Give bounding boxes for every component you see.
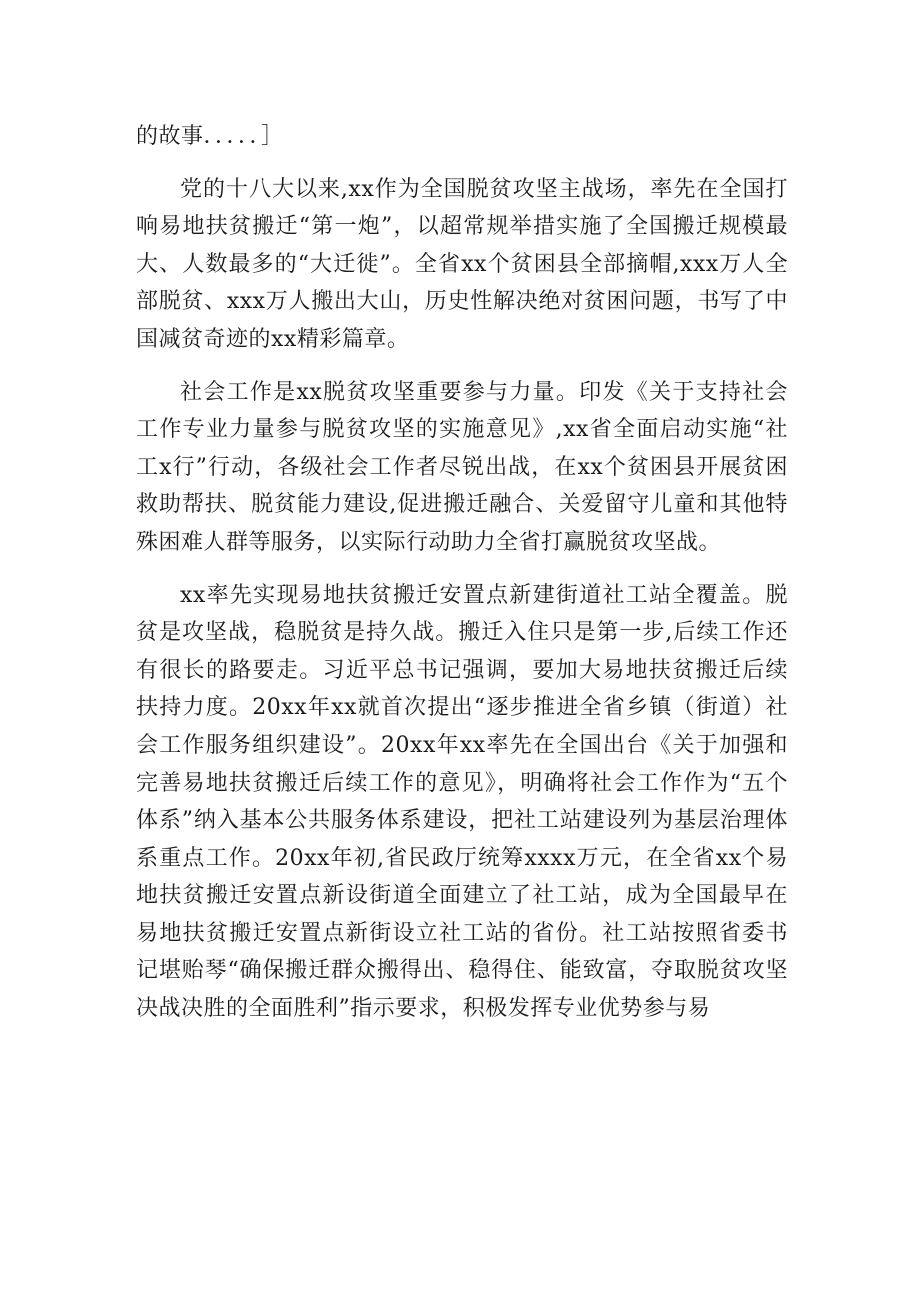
paragraph-poverty-alleviation: 党的十八大以来,xx作为全国脱贫攻坚主战场，率先在全国打响易地扶贫搬迁“第一炮”，以超常规举措实施了全国搬迁规模最大、人数最多的“大迁徙”。全省xx个贫困县全部摘帽,xxx万人全部脱贫、xxx万人搬出大山，历史性解决绝对贫困问题，书写了中国减贫奇迹的xx精彩篇章。 bbox=[136, 176, 788, 352]
lead-line: 的故事．．．．．］ bbox=[136, 124, 284, 149]
document-body bbox=[136, 118, 788, 1043]
paragraph-social-work: 社会工作是xx脱贫攻坚重要参与力量。印发《关于支持社会工作专业力量参与脱贫攻坚的实施意见》,xx省全面启动实施“社工x行”行动，各级社会工作者尽锐出战，在xx个贫困县开展贫困救助帮扶、脱贫能力建设,促进搬迁融合、关爱留守儿童和其他特殊困难人群等服务，以实际行动助力全省打赢脱贫攻坚战。 bbox=[136, 379, 788, 555]
paragraph-social-work-stations: xx率先实现易地扶贫搬迁安置点新建街道社工站全覆盖。脱贫是攻坚战，稳脱贫是持久战。搬迁入住只是第一步,后续工作还有很长的路要走。习近平总书记强调，要加大易地扶贫搬迁后续扶持力度。20xx年xx就首次提出“逐步推进全省乡镇（街道）社会工作服务组织建设”。20xx年xx率先在全国出台《关于加强和完善易地扶贫搬迁后续工作的意见》，明确将社会工作作为“五个体系”纳入基本公共服务体系建设，把社工站建设列为基层治理体系重点工作。20xx年初,省民政厅统筹xxxx万元，在全省xx个易地扶贫搬迁安置点新设街道全面建立了社工站，成为全国最早在易地扶贫搬迁安置点新街设立社工站的省份。社工站按照省委书记堪贻琴“确保搬迁群众搬得出、稳得住、能致富，夺取脱贫攻坚决战决胜的全面胜利”指示要求，积极发挥专业优势参与易 bbox=[136, 582, 788, 1022]
